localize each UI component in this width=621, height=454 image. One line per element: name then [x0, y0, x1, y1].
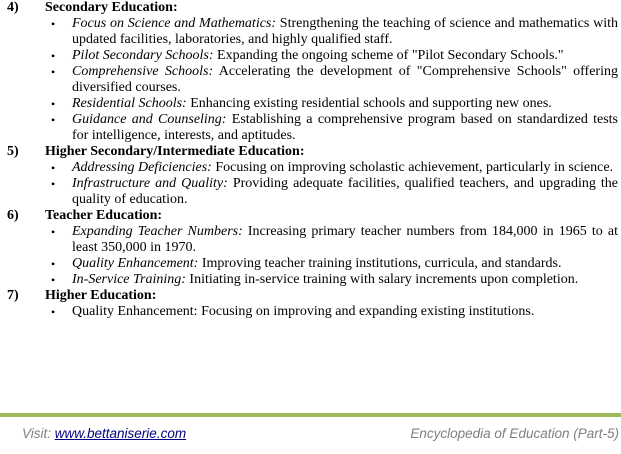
section-number: 7) — [7, 288, 19, 303]
bullet-list — [0, 160, 621, 208]
item-term: Expanding Teacher Numbers: — [72, 224, 243, 239]
item-text: Improving teacher training institutions, curricula, and standards. — [198, 256, 562, 271]
section-heading — [0, 0, 621, 16]
list-item — [0, 272, 621, 288]
bullet-icon: • — [51, 161, 56, 175]
bullet-list — [0, 304, 621, 320]
bullet-icon: • — [51, 257, 56, 271]
bullet-icon: • — [51, 273, 56, 287]
bullet-list — [0, 16, 621, 144]
bullet-icon: • — [51, 49, 56, 63]
footer-visit — [22, 426, 186, 441]
visit-label: Visit: — [22, 426, 55, 441]
section-heading — [0, 208, 621, 224]
item-text: Enhancing existing residential schools and supporting new ones. — [186, 96, 552, 111]
item-text: Accelerating the development of "Comprehensive Schools" offering diversified courses. — [72, 64, 618, 95]
bullet-icon: • — [51, 113, 56, 127]
bullet-icon: • — [51, 17, 56, 31]
list-item — [0, 256, 621, 272]
footer-book-title: Encyclopedia of Education (Part-5) — [410, 426, 619, 441]
item-term: Comprehensive Schools: — [72, 64, 214, 79]
item-term: Pilot Secondary Schools: — [72, 48, 214, 63]
bullet-icon: • — [51, 97, 56, 111]
item-term: Residential Schools: — [72, 96, 187, 111]
bullet-icon: • — [51, 65, 56, 79]
list-item — [0, 96, 621, 112]
item-term: Infrastructure and Quality: — [72, 176, 228, 191]
item-text: Providing adequate facilities, qualified teachers, and upgrading the quality of education. — [72, 176, 619, 207]
section-higher-education — [0, 288, 621, 320]
item-text: Establishing a comprehensive program based on standardized tests for intelligence, interests, and aptitudes. — [72, 112, 619, 143]
item-text: Initiating in-service training with salary increments upon completion. — [185, 272, 579, 287]
page-footer — [0, 426, 621, 448]
section-title: Teacher Education: — [45, 208, 163, 223]
item-text: Focusing on improving scholastic achievement, particularly in science. — [211, 160, 614, 175]
item-text: Quality Enhancement: Focusing on improving and expanding existing institutions. — [72, 304, 535, 319]
bullet-list — [0, 224, 621, 288]
item-term: Focus on Science and Mathematics: — [72, 16, 277, 31]
section-heading — [0, 144, 621, 160]
item-text: Expanding the ongoing scheme of "Pilot Secondary Schools." — [213, 48, 564, 63]
item-term: Addressing Deficiencies: — [72, 160, 212, 175]
section-number: 6) — [7, 208, 19, 223]
section-heading — [0, 288, 621, 304]
item-term: Guidance and Counseling: — [72, 112, 227, 127]
item-term: Quality Enhancement: — [72, 256, 199, 271]
list-item — [0, 160, 621, 176]
list-item — [0, 16, 621, 48]
section-higher-secondary-education — [0, 144, 621, 208]
list-item — [0, 176, 621, 208]
footer-divider — [0, 413, 621, 417]
item-text: Strengthening the teaching of science and mathematics with updated facilities, laboratories, and highly qualified staff. — [72, 16, 618, 47]
section-number: 5) — [7, 144, 19, 159]
item-term: In-Service Training: — [72, 272, 186, 287]
bullet-icon: • — [51, 225, 56, 239]
bullet-icon: • — [51, 177, 56, 191]
list-item — [0, 48, 621, 64]
bullet-icon: • — [51, 305, 56, 319]
section-teacher-education — [0, 208, 621, 288]
section-title: Secondary Education: — [45, 0, 178, 15]
section-secondary-education — [0, 0, 621, 144]
list-item — [0, 304, 621, 320]
list-item — [0, 112, 621, 144]
list-item — [0, 224, 621, 256]
section-title: Higher Secondary/Intermediate Education: — [45, 144, 305, 159]
section-number: 4) — [7, 0, 19, 15]
item-text: Increasing primary teacher numbers from 184,000 in 1965 to at least 350,000 in 1970. — [72, 224, 618, 255]
website-link[interactable]: www.bettaniserie.com — [54, 426, 187, 441]
section-title: Higher Education: — [45, 288, 157, 303]
list-item — [0, 64, 621, 96]
